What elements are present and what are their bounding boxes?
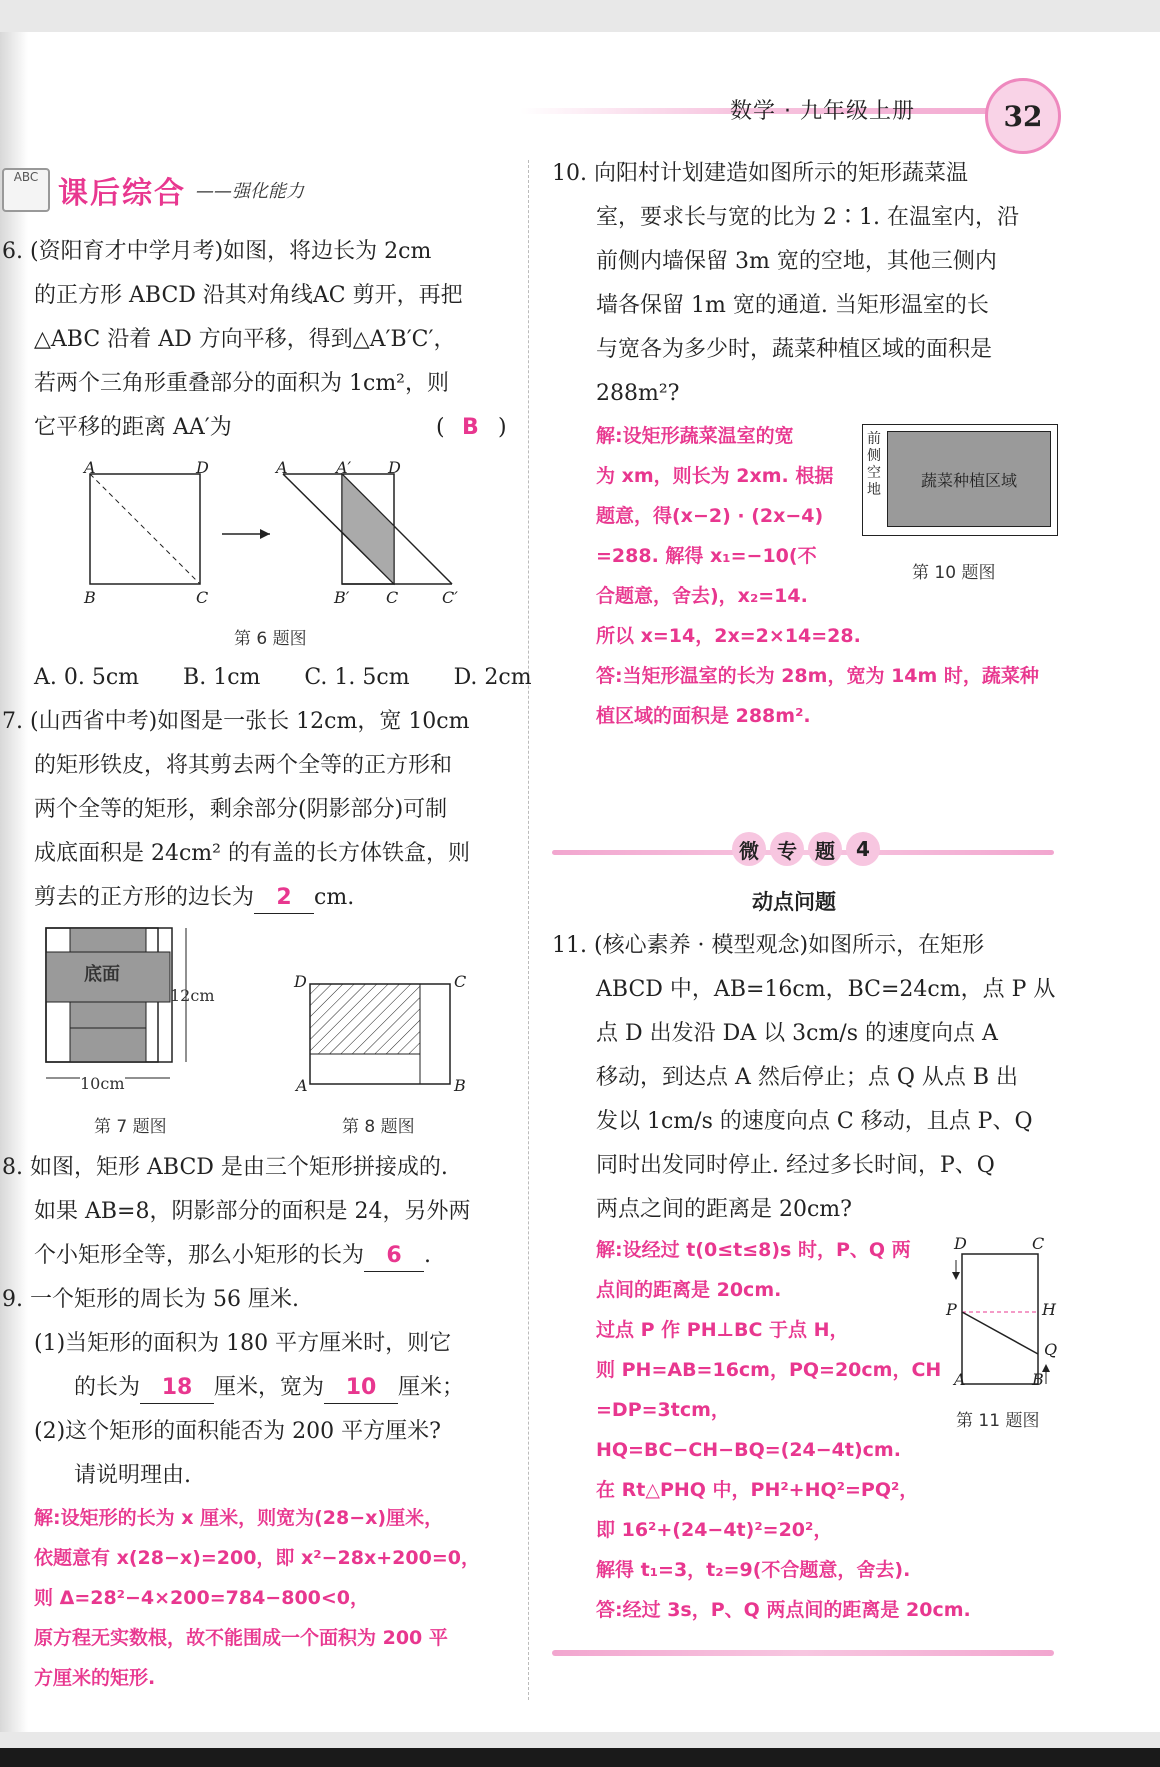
q11-solution-10: 答:经过 3s，P、Q 两点间的距离是 20cm. [596,1599,971,1621]
q9-line1: 9. 一个矩形的周长为 56 厘米. [2,1287,299,1312]
q6-figure [70,460,490,610]
q7-line2: 的矩形铁皮，将其剪去两个全等的正方形和 [34,753,453,778]
q8-answer: 6 [364,1241,424,1272]
q8-label-c: C [454,972,467,991]
q6-line2: 的正方形 ABCD 沿其对角线AC 剪开，再把 [34,283,463,308]
q6-label-a2: A [276,458,288,477]
q11-line3: 点 D 出发沿 DA 以 3cm/s 的速度向点 A [596,1021,998,1046]
q7-line5-text: 剪去的正方形的边长为 [34,885,255,910]
q10-solution-6: 所以 x=14，2x=2×14=28. [596,625,861,647]
q6-label-b: B [84,588,96,607]
q11-solution-7: 在 Rt△PHQ 中，PH²+HQ²=PQ²， [596,1479,919,1501]
abc-book-icon: ABC [2,168,50,212]
q10-solution-4: =288. 解得 x₁=−10(不 [596,545,817,567]
q9-solution-5: 方厘米的矩形. [34,1667,156,1689]
q10-line3: 前侧内墙保留 3m 宽的空地，其他三侧内 [596,249,997,274]
q11-solution-3: 过点 P 作 PH⊥BC 于点 H， [596,1319,849,1341]
q6-line1: 6. (资阳育才中学月考)如图，将边长为 2cm [2,239,432,264]
page-number-badge: 32 [985,78,1061,154]
q6-label-d: D [196,458,209,477]
q7-fig-base: 底面 [84,964,120,985]
q10-line5: 与宽各为多少时，蔬菜种植区域的面积是 [596,337,993,362]
q11-caption: 第 11 题图 [956,1411,1040,1431]
q11-label-p: P [946,1300,957,1319]
q11-line6: 同时出发同时停止. 经过多长时间，P、Q [596,1153,995,1178]
q6-paren-right: ) [498,415,507,440]
q9-solution-1: 解:设矩形的长为 x 厘米，则宽为(28−x)厘米， [34,1507,444,1529]
q9-line5: 请说明理由. [74,1463,191,1488]
q11-label-a: A [954,1370,966,1389]
q7-shade-bottom [70,1028,146,1062]
q6-paren-left: ( [436,415,445,440]
q6-arrow-head [260,529,270,539]
q6-line5: 它平移的距离 AA′为 [34,415,232,440]
q6-label-d2: D [388,458,401,477]
q7-line5-unit: cm. [314,885,355,910]
q6-label-a: A [84,458,96,477]
q11-solution-9: 解得 t₁=3，t₂=9(不合题意，舍去). [596,1559,911,1581]
q6-square [90,474,200,584]
q9-line3-c: 厘米； [398,1375,465,1400]
topic-tag-3: 题 [808,832,842,866]
q8-line3-end: . [424,1243,432,1268]
end-rule [552,1650,1054,1656]
q7-line4: 成底面积是 24cm² 的有盖的长方体铁盒，则 [34,841,470,866]
q7-shade-top [70,928,146,952]
q7-answer: 2 [254,883,314,914]
q11-solution-1: 解:设经过 t(0≤t≤8)s 时，P、Q 两 [596,1239,911,1261]
q10-figure [862,424,1058,536]
q6-label-a3: A′ [336,458,352,477]
q10-line6: 288m²? [596,381,680,406]
q8-line2: 如果 AB=8，阴影部分的面积是 24，另外两 [34,1199,471,1224]
q8-label-b: B [454,1076,466,1095]
section-title-main: 课后综合 [58,176,186,211]
q8-shaded-rect [310,984,420,1054]
bottom-bar [0,1748,1160,1767]
q11-label-d: D [954,1234,967,1253]
page-shadow [0,32,28,1732]
q11-line-pq [962,1312,1038,1354]
q7-line3: 两个全等的矩形，剩余部分(阴影部分)可制 [34,797,448,822]
topic-tags [732,832,880,866]
q8-caption: 第 8 题图 [342,1117,415,1137]
q9-line3-b: 厘米，宽为 [214,1375,325,1400]
q6-caption: 第 6 题图 [234,629,307,649]
q8-line3-text: 个小矩形全等，那么小矩形的长为 [34,1243,365,1268]
q8-label-d: D [294,972,307,991]
q11-label-c: C [1032,1234,1045,1253]
q10-line1: 10. 向阳村计划建造如图所示的矩形蔬菜温 [552,161,968,186]
q6-label-c2: C [386,588,399,607]
q11-solution-8: 即 16²+(24−4t)²=20²， [596,1519,833,1541]
q11-line4: 移动，到达点 A 然后停止；点 Q 从点 B 出 [596,1065,1019,1090]
q10-caption: 第 10 题图 [912,563,996,583]
q7-caption: 第 7 题图 [94,1117,167,1137]
q6-label-c3: C′ [442,588,458,607]
q11-solution-5: =DP=3tcm， [596,1399,730,1421]
q10-line2: 室，要求长与宽的比为 2∶1. 在温室内，沿 [596,205,1019,230]
q10-fig-area: 蔬菜种植区域 [887,431,1051,527]
q9-solution-3: 则 Δ=28²−4×200=784−800<0， [34,1587,370,1609]
q10-solution-8: 植区域的面积是 288m². [596,705,811,727]
q9-solution-4: 原方程无实数根，故不能围成一个面积为 200 平 [34,1627,448,1649]
q10-solution-5: 合题意，舍去)，x₂=14. [596,585,808,607]
q8-line1: 8. 如图，矩形 ABCD 是由三个矩形拼接成的. [2,1155,448,1180]
q9-line3 [74,1366,464,1410]
q6-label-c: C [196,588,209,607]
q7-line1: 7. (山西省中考)如图是一张长 12cm，宽 10cm [2,709,470,734]
q11-line7: 两点之间的距离是 20cm? [596,1197,852,1222]
column-divider [528,160,529,1700]
q7-figure [40,924,220,1094]
q7-line5 [34,876,354,920]
q11-solution-2: 点间的距离是 20cm. [596,1279,782,1301]
q10-solution-2: 为 xm，则长为 2xm. 根据 [596,465,834,487]
q7-fig-height: 12cm [170,986,215,1005]
q10-line4: 墙各保留 1m 宽的通道. 当矩形温室的长 [596,293,989,318]
q6-line4: 若两个三角形重叠部分的面积为 1cm²，则 [34,371,449,396]
section-title [2,168,304,212]
q6-overlap [342,474,394,584]
q9-answer-width: 10 [324,1373,398,1404]
q10-solution-1: 解:设矩形蔬菜温室的宽 [596,425,794,447]
topic-tag-1: 微 [732,832,766,866]
q11-line2: ABCD 中，AB=16cm，BC=24cm，点 P 从 [596,977,1056,1002]
topic-heading: 动点问题 [752,890,836,914]
q8-figure [300,970,470,1090]
q10-solution-3: 题意，得(x−2) · (2x−4) [596,505,824,527]
q9-line2: (1)当矩形的面积为 180 平方厘米时，则它 [34,1331,452,1356]
q9-answer-length: 18 [140,1373,214,1404]
q6-choices: A. 0. 5cm B. 1cm C. 1. 5cm D. 2cm [34,665,532,690]
q11-solution-4: 则 PH=AB=16cm，PQ=20cm，CH [596,1359,942,1381]
q6-label-b2: B′ [334,588,350,607]
q11-arrow-p-head [952,1272,960,1280]
q6-answer: B [462,415,479,440]
q9-line3-a: 的长为 [74,1375,141,1400]
q10-solution-7: 答:当矩形温室的长为 28m，宽为 14m 时，蔬菜种 [596,665,1039,687]
q11-label-q: Q [1044,1340,1058,1359]
q9-line4: (2)这个矩形的面积能否为 200 平方厘米? [34,1419,441,1444]
topic-tag-2: 专 [770,832,804,866]
q7-fig-width: 10cm [80,1074,125,1093]
q11-line1: 11. (核心素养 · 模型观念)如图所示，在矩形 [552,933,985,958]
q11-solution-6: HQ=BC−CH−BQ=(24−4t)cm. [596,1439,901,1461]
q6-line3: △ABC 沿着 AD 方向平移，得到△A′B′C′， [34,327,456,352]
q9-solution-2: 依题意有 x(28−x)=200，即 x²−28x+200=0， [34,1547,480,1569]
q11-label-h: H [1042,1300,1056,1319]
topic-band [552,837,1054,863]
header-subject: 数学 · 九年级上册 [730,99,915,124]
q11-label-b: B [1032,1370,1044,1389]
section-title-sub: ——强化能力 [196,181,304,202]
q7-shade-mid [70,1002,146,1028]
q8-line3 [34,1234,431,1278]
topic-tag-4: 4 [846,832,880,866]
q10-fig-side: 前侧空地 [867,431,881,498]
q11-line5: 发以 1cm/s 的速度向点 C 移动，且点 P、Q [596,1109,1033,1134]
q8-label-a: A [296,1076,308,1095]
q6-diagonal [90,474,200,584]
